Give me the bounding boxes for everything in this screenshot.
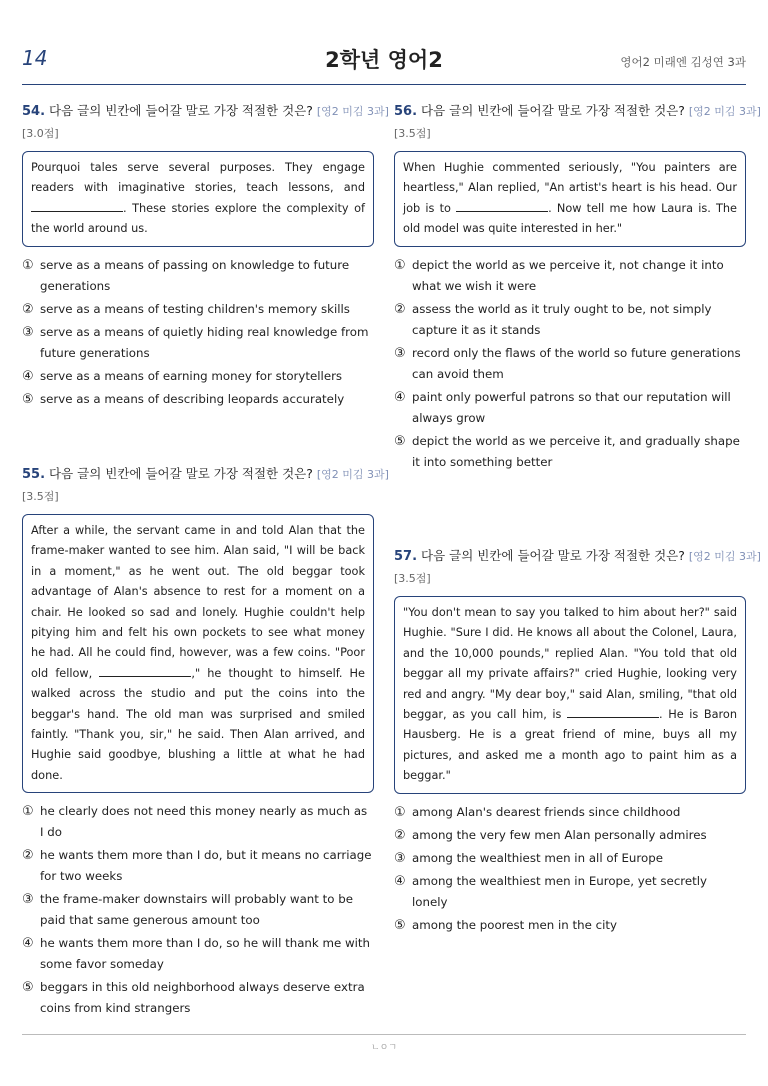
option-marker: ① bbox=[394, 257, 406, 273]
option-4[interactable] bbox=[22, 933, 374, 975]
option-text: serve as a means of describing leopards accurately bbox=[40, 391, 345, 406]
question-points: [3.5점] bbox=[394, 572, 431, 585]
question-source: [영2 미김 3과] bbox=[316, 105, 389, 118]
option-1[interactable] bbox=[22, 801, 374, 843]
option-marker: ① bbox=[22, 257, 34, 273]
question-number: 55. bbox=[22, 467, 46, 482]
option-marker: ① bbox=[394, 804, 406, 820]
question-number: 54. bbox=[22, 104, 46, 119]
option-3[interactable] bbox=[394, 343, 746, 385]
option-3[interactable] bbox=[22, 322, 374, 364]
page-number: 14 bbox=[22, 46, 48, 70]
option-marker: ② bbox=[22, 848, 34, 864]
option-3[interactable] bbox=[22, 889, 374, 931]
option-list bbox=[394, 802, 746, 936]
option-marker: ② bbox=[394, 827, 406, 843]
passage-box bbox=[394, 596, 746, 794]
question-number: 57. bbox=[394, 549, 418, 564]
question-header bbox=[22, 102, 389, 121]
question-56 bbox=[394, 102, 761, 475]
option-marker: ⑤ bbox=[22, 980, 34, 996]
question-prompt: 다음 글의 빈칸에 들어갈 말로 가장 적절한 것은? bbox=[421, 548, 685, 563]
option-text: among the wealthiest men in all of Europe bbox=[412, 850, 663, 865]
option-marker: ③ bbox=[394, 345, 406, 361]
option-text: serve as a means of earning money for storytellers bbox=[40, 368, 343, 383]
option-marker: ④ bbox=[22, 368, 34, 384]
header-rule bbox=[22, 84, 746, 85]
option-marker: ⑤ bbox=[394, 433, 406, 449]
question-number: 56. bbox=[394, 104, 418, 119]
passage-text-before: Pourquoi tales serve several purposes. They engage readers with imaginative stories, teach lessons, and bbox=[31, 161, 365, 195]
page-meta: 영어2 미래엔 김성연 3과 bbox=[620, 55, 746, 69]
option-marker: ② bbox=[394, 301, 406, 317]
passage-text-before: After a while, the servant came in and told Alan that the frame-maker wanted to see him. Alan said, "I will be back in a moment," as he went out. The old beggar took advantage of Alan's absence to rest for a moment on a chair. He looked so sad and lonely. Hughie couldn't help pitying him and felt his own pockets to see what money he had. All he could find, however, was a few coins. "Poor old fellow, bbox=[31, 524, 365, 680]
option-5[interactable] bbox=[22, 977, 374, 1019]
option-5[interactable] bbox=[394, 431, 746, 473]
footer-rule bbox=[22, 1034, 746, 1035]
question-prompt: 다음 글의 빈칸에 들어갈 말로 가장 적절한 것은? bbox=[421, 103, 685, 118]
option-text: beggars in this old neighborhood always deserve extra coins from kind strangers bbox=[40, 980, 365, 1016]
passage-text-after: . These stories explore the complexity of the world around us. bbox=[31, 201, 365, 236]
question-header bbox=[394, 547, 761, 566]
answer-blank bbox=[567, 707, 659, 718]
question-prompt: 다음 글의 빈칸에 들어갈 말로 가장 적절한 것은? bbox=[49, 103, 313, 118]
option-text: the frame-maker downstairs will probably want to be paid that same generous amount too bbox=[40, 892, 354, 928]
option-text: assess the world as it truly ought to be, not simply capture it as it stands bbox=[412, 301, 712, 337]
option-text: among Alan's dearest friends since childhood bbox=[412, 804, 681, 819]
passage-text-after: . Now tell me how Laura is. The old model was quite interested in her." bbox=[403, 201, 737, 236]
footer-text: ㄴㅇㄱ bbox=[370, 1043, 398, 1053]
option-marker: ③ bbox=[394, 850, 406, 866]
option-text: among the poorest men in the city bbox=[412, 917, 618, 932]
passage-text-after: ," he thought to himself. He walked across the studio and put the coins into the beggar's hand. The old man was surprised and smiled faintly. "Thank you, sir," he said. Then Alan arrived, and Hughie said goodbye, blushing a little at what he had done. bbox=[31, 666, 365, 782]
question-57 bbox=[394, 547, 761, 938]
option-list bbox=[22, 801, 374, 1019]
question-source: [영2 미김 3과] bbox=[688, 105, 761, 118]
option-marker: ③ bbox=[22, 324, 34, 340]
option-marker: ③ bbox=[22, 892, 34, 908]
question-points: [3.0점] bbox=[22, 127, 59, 140]
option-4[interactable] bbox=[22, 366, 374, 387]
answer-blank bbox=[456, 201, 548, 212]
option-5[interactable] bbox=[394, 915, 746, 936]
option-text: among the wealthiest men in Europe, yet secretly lonely bbox=[412, 873, 708, 909]
option-list bbox=[394, 255, 746, 473]
option-marker: ⑤ bbox=[22, 391, 34, 407]
option-marker: ④ bbox=[22, 936, 34, 952]
passage-text-after: . He is Baron Hausberg. He is a great friend of mine, buys all my pictures, and asked me a month ago to paint him as a beggar." bbox=[403, 708, 737, 783]
option-2[interactable] bbox=[394, 825, 746, 846]
option-1[interactable] bbox=[394, 802, 746, 823]
question-source: [영2 미김 3과] bbox=[316, 468, 389, 481]
option-text: he clearly does not need this money nearly as much as I do bbox=[40, 804, 368, 840]
passage-box bbox=[394, 151, 746, 247]
option-2[interactable] bbox=[22, 299, 374, 320]
answer-blank bbox=[31, 201, 123, 212]
option-text: serve as a means of passing on knowledge to future generations bbox=[40, 257, 350, 293]
question-points: [3.5점] bbox=[394, 127, 431, 140]
option-1[interactable] bbox=[22, 255, 374, 297]
option-text: he wants them more than I do, but it means no carriage for two weeks bbox=[40, 848, 372, 884]
option-text: serve as a means of quietly hiding real knowledge from future generations bbox=[40, 324, 369, 360]
question-header bbox=[394, 102, 761, 121]
option-text: depict the world as we perceive it, and gradually shape it into something better bbox=[412, 433, 740, 469]
option-1[interactable] bbox=[394, 255, 746, 297]
option-list bbox=[22, 255, 374, 410]
option-marker: ① bbox=[22, 804, 34, 820]
option-5[interactable] bbox=[22, 389, 374, 410]
answer-blank bbox=[99, 666, 191, 677]
question-prompt: 다음 글의 빈칸에 들어갈 말로 가장 적절한 것은? bbox=[49, 466, 313, 481]
option-marker: ④ bbox=[394, 873, 406, 889]
question-source: [영2 미김 3과] bbox=[688, 550, 761, 563]
option-text: serve as a means of testing children's memory skills bbox=[40, 301, 350, 316]
passage-text-before: "You don't mean to say you talked to him about her?" said Hughie. "Sure I did. He knows all about the Colonel, Laura, and the 10,000 pounds," replied Alan. "You told that old beggar all my private affairs?" cried Hughie, looking very red and angry. "My dear boy," said Alan, smiling, "that old beggar, as you call him, is bbox=[403, 606, 737, 722]
option-4[interactable] bbox=[394, 387, 746, 429]
option-4[interactable] bbox=[394, 871, 746, 913]
question-header bbox=[22, 465, 389, 484]
option-text: among the very few men Alan personally admires bbox=[412, 827, 707, 842]
option-marker: ⑤ bbox=[394, 917, 406, 933]
option-2[interactable] bbox=[22, 845, 374, 887]
page-title: 2학년 영어2 bbox=[325, 48, 443, 72]
passage-text-before: When Hughie commented seriously, "You painters are heartless," Alan replied, "An artist's heart is his head. Our job is to bbox=[403, 161, 737, 215]
question-points: [3.5점] bbox=[22, 490, 59, 503]
option-text: depict the world as we perceive it, not change it into what we wish it were bbox=[412, 257, 724, 293]
option-marker: ② bbox=[22, 301, 34, 317]
question-55 bbox=[22, 465, 389, 1021]
passage-box bbox=[22, 514, 374, 793]
option-2[interactable] bbox=[394, 299, 746, 341]
option-text: record only the flaws of the world so future generations can avoid them bbox=[412, 345, 741, 381]
question-54 bbox=[22, 102, 389, 412]
option-3[interactable] bbox=[394, 848, 746, 869]
option-text: paint only powerful patrons so that our reputation will always grow bbox=[412, 389, 731, 425]
option-text: he wants them more than I do, so he will thank me with some favor someday bbox=[40, 936, 371, 972]
option-marker: ④ bbox=[394, 389, 406, 405]
passage-box bbox=[22, 151, 374, 247]
